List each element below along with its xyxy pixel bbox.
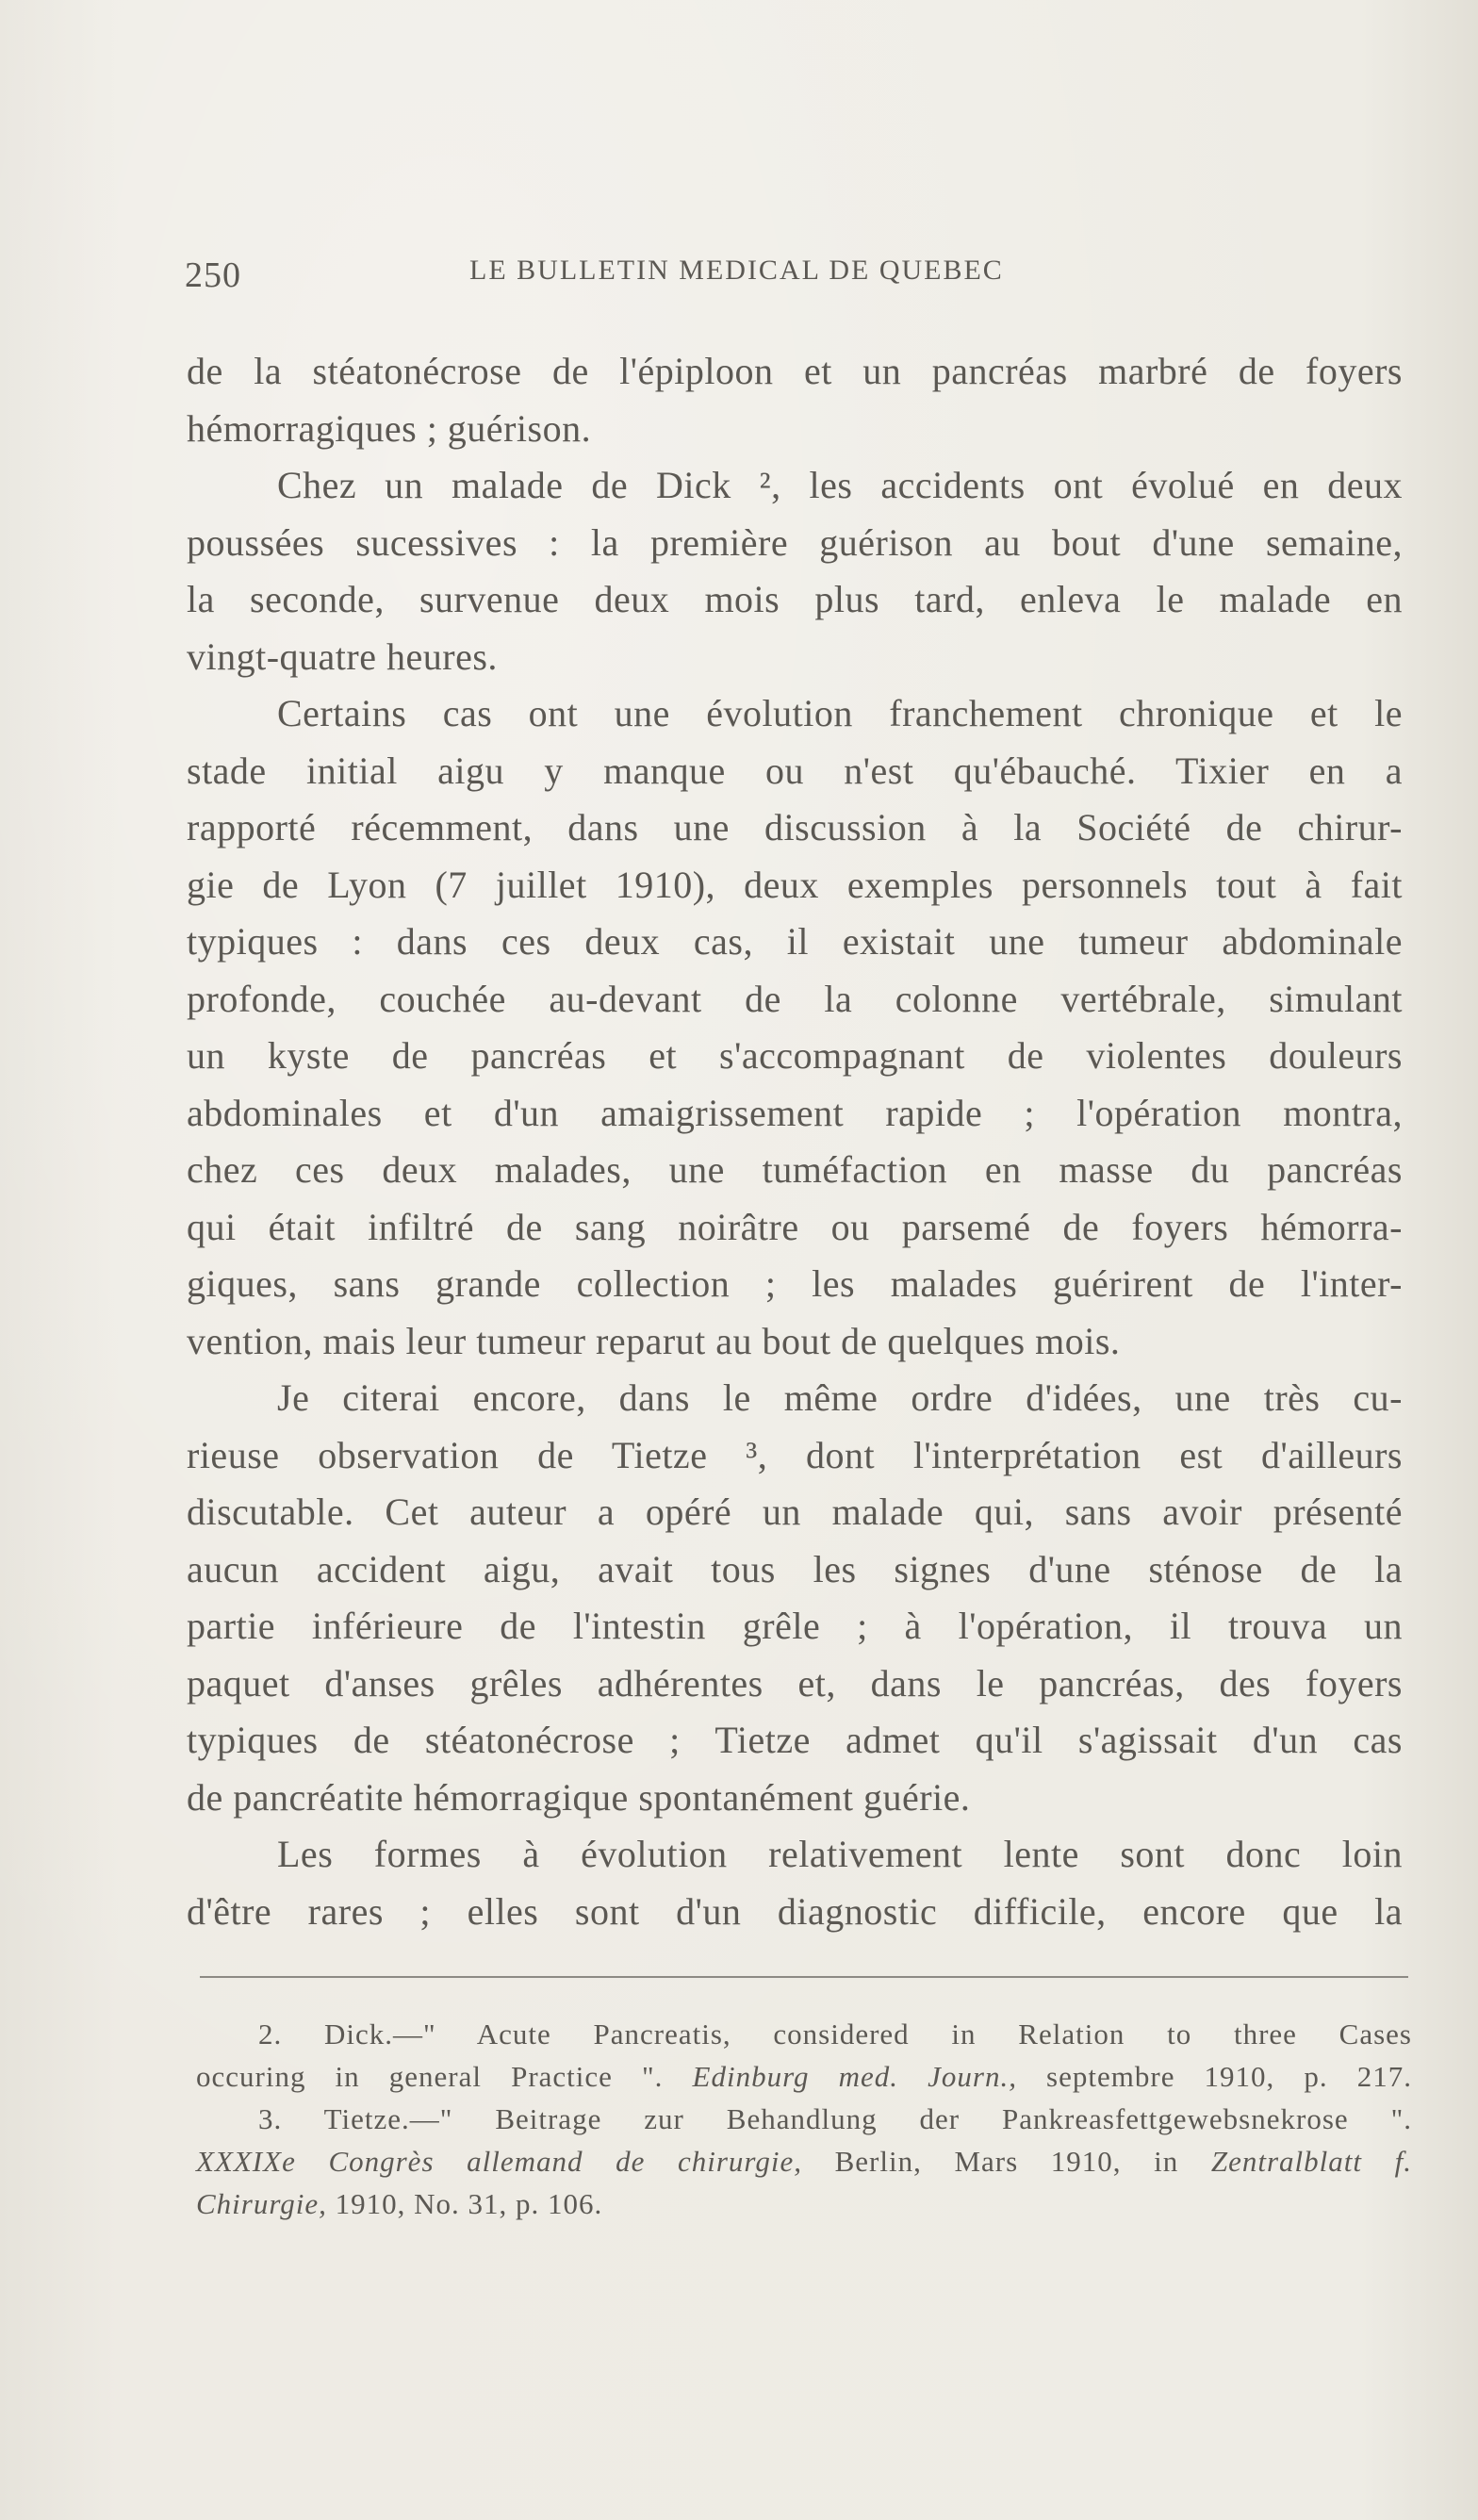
body-line: chez ces deux malades, une tuméfaction en masse du pancréas (187, 1148, 1403, 1191)
footnote-3-line (196, 2182, 1412, 2225)
body-line: stade initial aigu y manque ou n'est qu'ébauché. Tixier en a (187, 749, 1403, 792)
journal-title: Chirurgie, (196, 2187, 327, 2220)
footnote-3-line (196, 2140, 1412, 2182)
page-number: 250 (185, 255, 241, 295)
body-line: paquet d'anses grêles adhérentes et, dans le pancréas, des foyers (187, 1661, 1403, 1705)
body-line: abdominales et d'un amaigrissement rapide ; l'opération montra, (187, 1091, 1403, 1134)
body-line: gie de Lyon (7 juillet 1910), deux exemples personnels tout à fait (187, 863, 1403, 906)
body-line: Les formes à évolution relativement lente sont donc loin (277, 1833, 1403, 1875)
body-line: typiques de stéatonécrose ; Tietze admet qu'il s'agissait d'un cas (187, 1719, 1403, 1761)
footnotes (196, 2013, 1412, 2225)
body-line: vingt-quatre heures. (187, 634, 498, 678)
journal-title: Edinburg med. Journ., (692, 2060, 1017, 2093)
body-line: Chez un malade de Dick ², les accidents ont évolué en deux (277, 464, 1403, 506)
body-line: aucun accident aigu, avait tous les signes d'une sténose de la (187, 1547, 1403, 1590)
journal-title: Zentralblatt f. (1210, 2145, 1412, 2178)
body-line: typiques : dans ces deux cas, il existait une tumeur abdominale (187, 920, 1403, 963)
body-line: un kyste de pancréas et s'accompagnant de violentes douleurs (187, 1034, 1403, 1077)
body-line: hémorragiques ; guérison. (187, 406, 592, 450)
body-line: vention, mais leur tumeur reparut au bout de quelques mois. (187, 1319, 1121, 1362)
body-line: la seconde, survenue deux mois plus tard, enleva le malade en (187, 578, 1403, 620)
body-text (187, 343, 1403, 1940)
body-line: de la stéatonécrose de l'épiploon et un pancréas marbré de foyers (187, 350, 1403, 392)
body-line: partie inférieure de l'intestin grêle ; à l'opération, il trouva un (187, 1605, 1403, 1647)
page-header (185, 247, 1410, 304)
body-line: de pancréatite hémorragique spontanément guérie. (187, 1775, 971, 1819)
body-line: giques, sans grande collection ; les malades guérirent de l'inter- (187, 1262, 1403, 1305)
body-line: Certains cas ont une évolution franchement chronique et le (277, 692, 1403, 734)
footnote-divider (200, 1976, 1408, 1978)
body-line: rapporté récemment, dans une discussion à la Société de chirur- (187, 806, 1403, 848)
body-line: discutable. Cet auteur a opéré un malade qui, sans avoir présenté (187, 1491, 1403, 1533)
body-line: Je citerai encore, dans le même ordre d'idées, une très cu- (277, 1376, 1403, 1419)
footnote-2-line (196, 2055, 1412, 2098)
body-line: profonde, couchée au-devant de la colonne vertébrale, simulant (187, 977, 1403, 1020)
footnote-2-line: 2. Dick.—" Acute Pancreatis, considered in Relation to three Cases (258, 2018, 1412, 2051)
running-title: LE BULLETIN MEDICAL DE QUEBEC (469, 255, 1004, 286)
footnote-text: occuring in general Practice ". (196, 2060, 693, 2093)
body-line: poussées sucessives : la première guérison au bout d'une semaine, (187, 520, 1403, 564)
footnote-text: 1910, No. 31, p. 106. (326, 2187, 603, 2220)
body-line: rieuse observation de Tietze ³, dont l'interprétation est d'ailleurs (187, 1433, 1403, 1476)
footnote-3-line: 3. Tietze.—" Beitrage zur Behandlung der Pankreasfettgewebsnekrose ". (258, 2102, 1412, 2135)
congress-title: XXXIXe Congrès allemand de chirurgie, (196, 2145, 802, 2178)
footnote-text: septembre 1910, p. 217. (1016, 2060, 1413, 2093)
footnote-text: Berlin, Mars 1910, in (801, 2145, 1211, 2178)
body-line: d'être rares ; elles sont d'un diagnostic difficile, encore que la (187, 1889, 1403, 1933)
body-line: qui était infiltré de sang noirâtre ou parsemé de foyers hémorra- (187, 1205, 1403, 1248)
